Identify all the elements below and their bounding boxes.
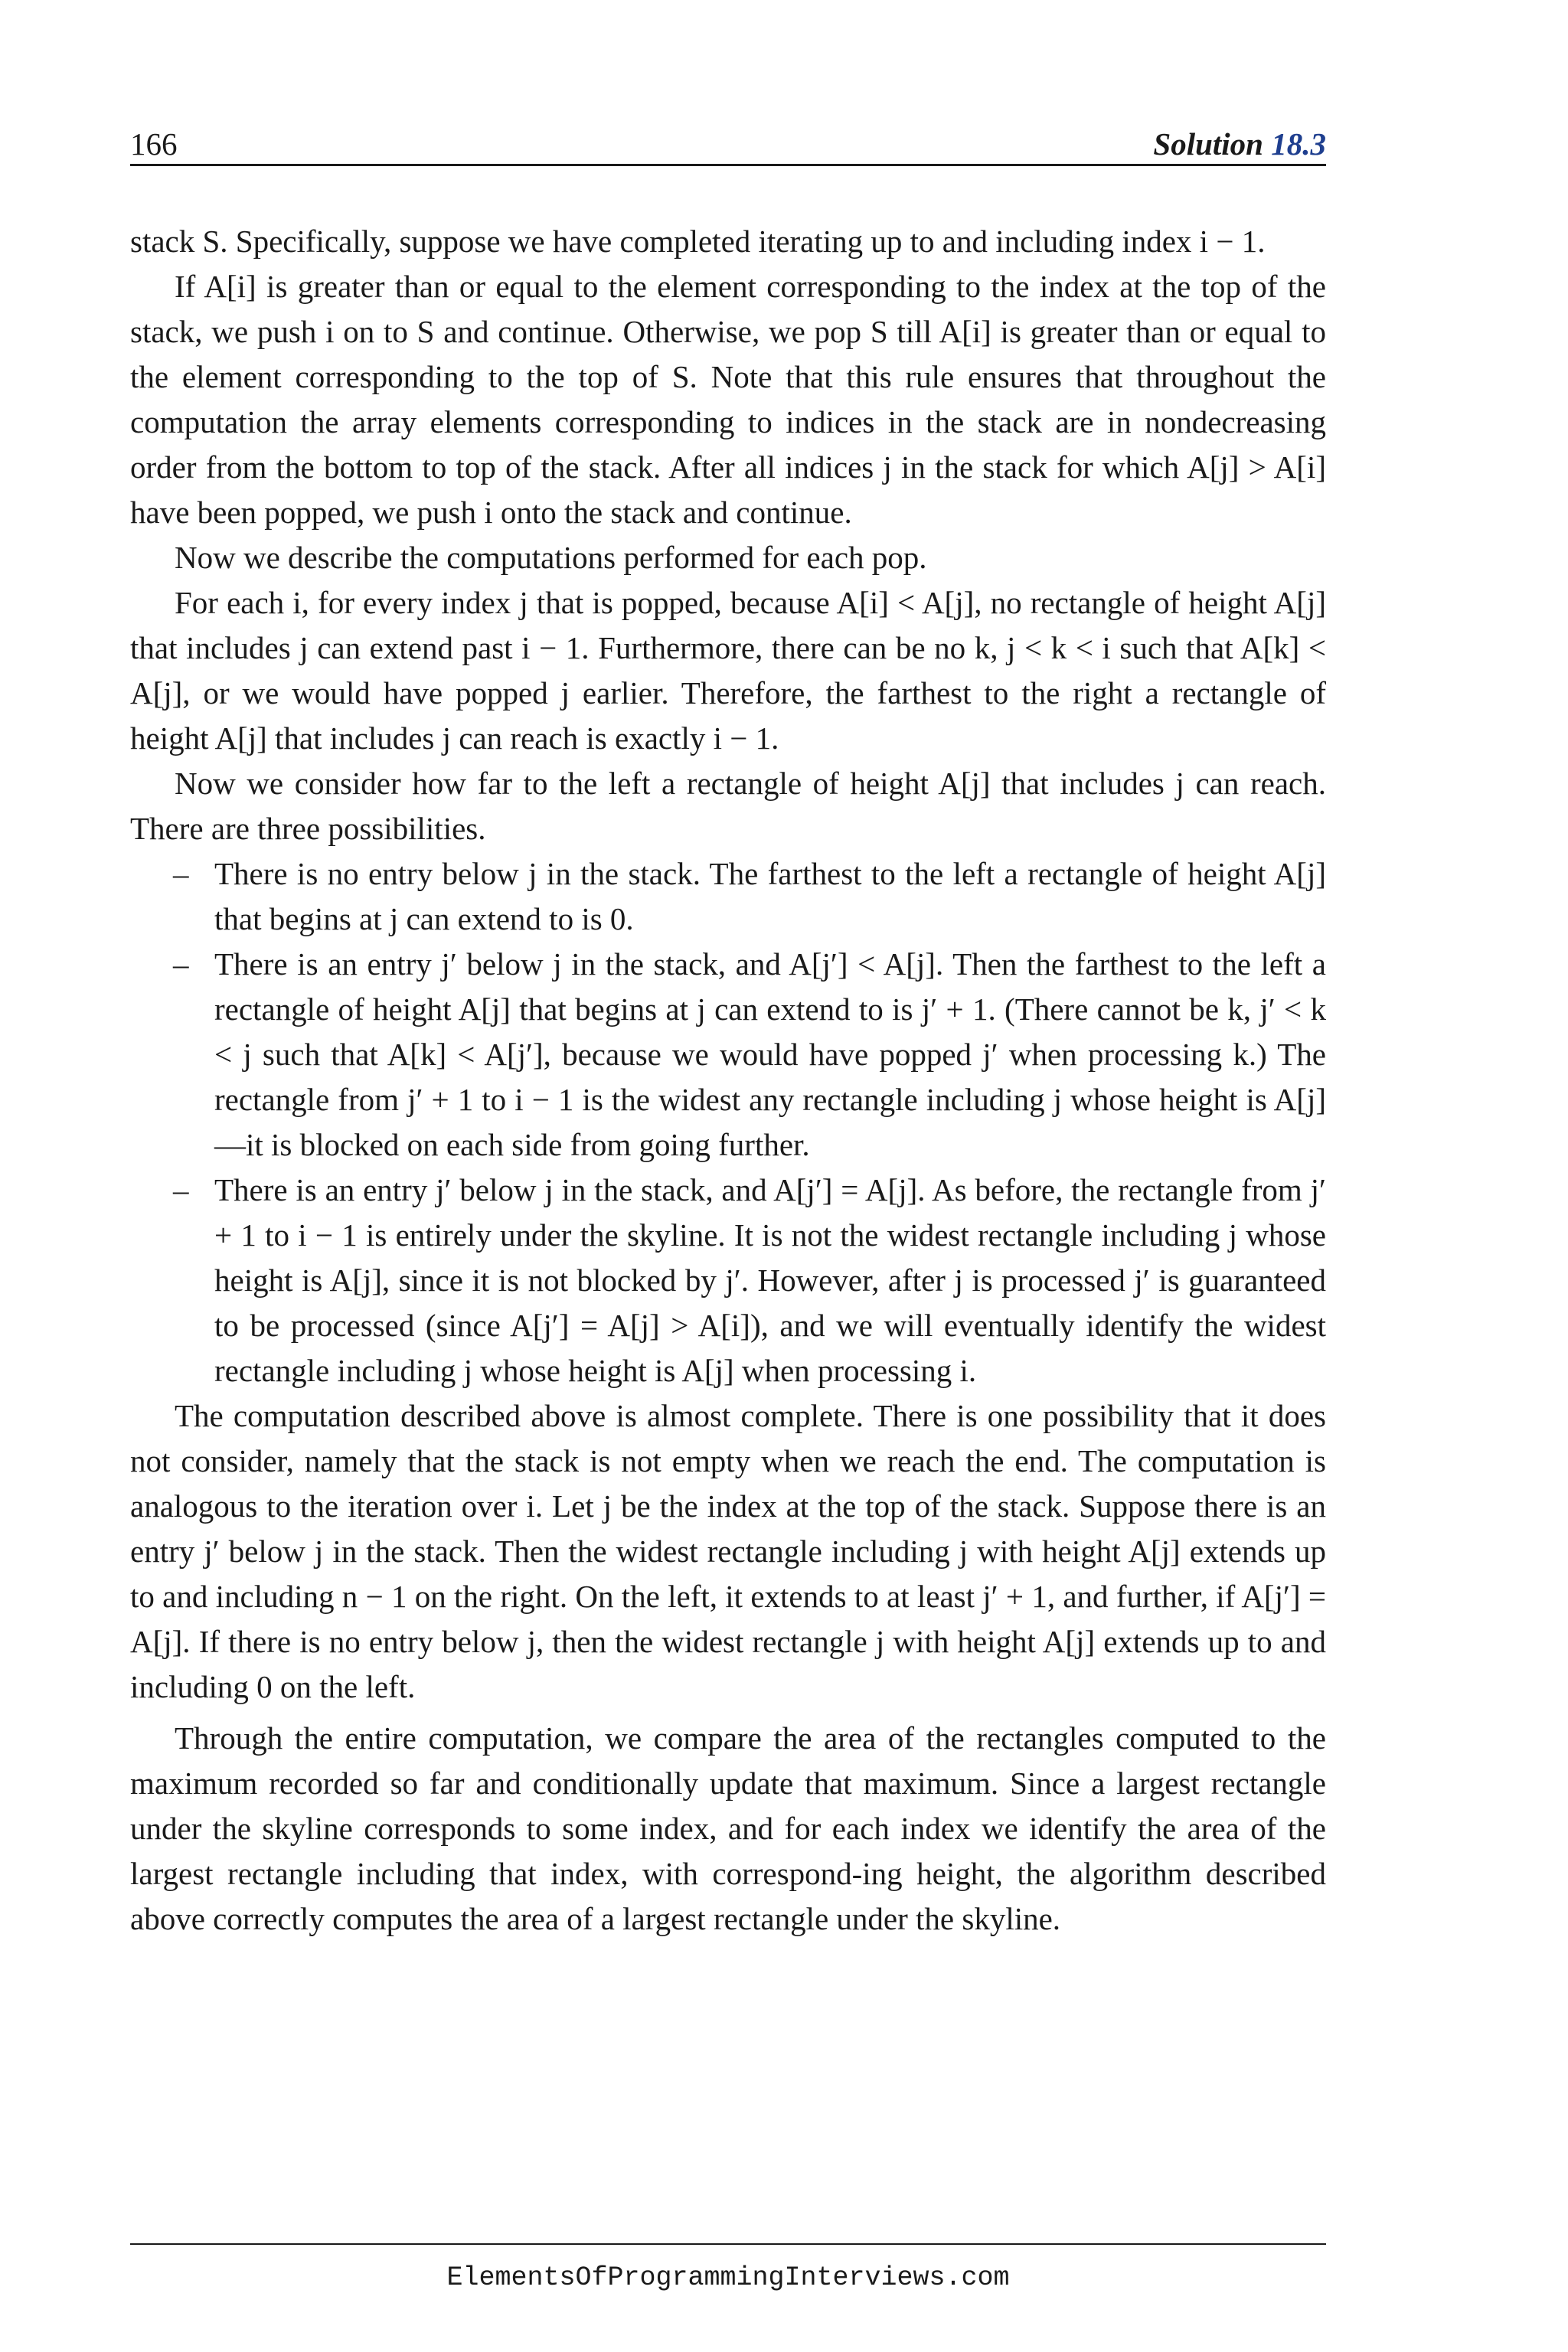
list-item (173, 1168, 1326, 1393)
paragraph: Through the entire computation, we compare the area of the rectangles computed to the maximum recorded so far and conditionally update that maximum. Since a largest rectangle under the skyline corresponds to some index, and for each index we identify the area of the largest rectangle including that index, with correspond-ing height, the algorithm described above correctly computes the area of a largest rectangle under the skyline. (130, 1720, 1326, 1936)
section-reference-link[interactable]: 18.3 (1271, 126, 1326, 162)
list-item (173, 942, 1326, 1168)
paragraph: Now we describe the computations performed for each pop. (175, 540, 927, 575)
body-text (130, 219, 1326, 1942)
paragraph: For each i, for every index j that is popped, because A[i] < A[j], no rectangle of height A[j] that includes j can extend past i − 1. Furthermore, there can be no k, j < k < i such that A[k] < A[j], or we would have popped j earlier. Therefore, the farthest to the right a rectangle of height A[j] that includes j can reach is exactly i − 1. (130, 585, 1326, 756)
section-heading (1153, 124, 1326, 164)
bullet-dash: – (173, 1172, 189, 1207)
list-item-text: There is an entry j′ below j in the stack, and A[j′] = A[j]. As before, the rectangle from j′ + 1 to i − 1 is entirely under the skyline. It is not the widest rectangle including j whose height is A[j], since it is not blocked by j′. However, after j is processed j′ is guaranteed to be processed (since A[j′] = A[j] > A[i]), and we will eventually identify the widest rectangle including j whose height is A[j] when processing i. (214, 1172, 1326, 1388)
paragraph: stack S. Specifically, suppose we have completed iterating up to and including index i − 1. (130, 224, 1266, 259)
footer-site: ElementsOfProgrammingInterviews.com (446, 2262, 1010, 2293)
paragraph: The computation described above is almost complete. There is one possibility that it does not consider, namely that the stack is not empty when we reach the end. The computation is analogous to the iteration over i. Let j be the index at the top of the stack. Suppose there is an entry j′ below j in the stack. Then the widest rectangle including j with height A[j] extends up to and including n − 1 on the right. On the left, it extends to at least j′ + 1, and further, if A[j′] = A[j]. If there is no entry below j, then the widest rectangle j with height A[j] extends up to and including 0 on the left. (130, 1398, 1326, 1704)
paragraph: Now we consider how far to the left a rectangle of height A[j] that includes j can reach. There are three possibilities. (130, 766, 1326, 846)
page-number: 166 (130, 126, 178, 162)
section-label: Solution (1153, 126, 1263, 162)
list-item-text: There is no entry below j in the stack. The farthest to the left a rectangle of height A[j] that begins at j can extend to is 0. (214, 856, 1326, 936)
bullet-dash: – (173, 946, 189, 982)
running-header (130, 124, 1326, 166)
footer-divider (130, 2243, 1326, 2245)
list-item (173, 851, 1326, 942)
possibilities-list (130, 851, 1326, 1393)
bullet-dash: – (173, 856, 189, 891)
paragraph: If A[i] is greater than or equal to the element corresponding to the index at the top of the stack, we push i on to S and continue. Otherwise, we pop S till A[i] is greater than or equal to the element corresponding to the top of S. Note that this rule ensures that throughout the computation the array elements corresponding to indices in the stack are in nondecreasing order from the bottom to top of the stack. After all indices j in the stack for which A[j] > A[i] have been popped, we push i onto the stack and continue. (130, 269, 1326, 530)
list-item-text: There is an entry j′ below j in the stack, and A[j′] < A[j]. Then the farthest to the left a rectangle of height A[j] that begins at j can extend to is j′ + 1. (There cannot be k, j′ < k < j such that A[k] < A[j′], because we would have popped j′ when processing k.) The rectangle from j′ + 1 to i − 1 is the widest any rectangle including j whose height is A[j]—it is blocked on each side from going further. (214, 946, 1326, 1162)
